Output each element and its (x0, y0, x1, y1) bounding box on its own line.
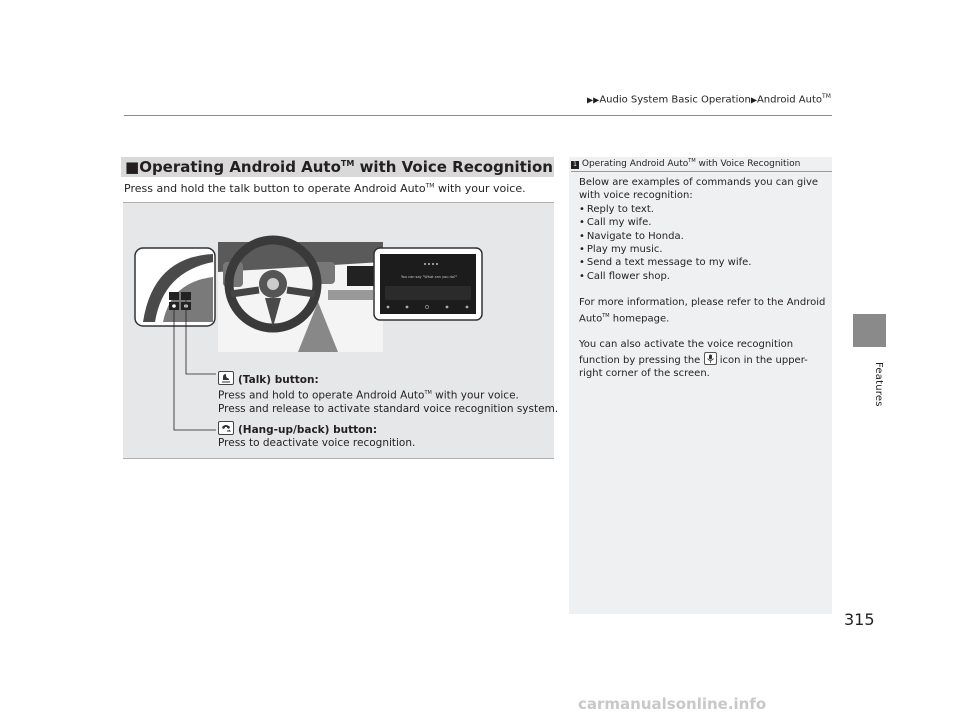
breadcrumb (587, 93, 831, 105)
chapter-tab-marker (853, 314, 886, 347)
more-info-text-end: homepage. (609, 312, 670, 324)
talk-desc-line2: Press and release to activate standard voice recognition system. (218, 402, 559, 415)
note-more-info (579, 296, 827, 325)
talk-button-icon (218, 371, 234, 385)
heading-marker: ■ (125, 158, 140, 176)
note-body (579, 176, 827, 381)
command-item: • Call flower shop. (579, 270, 827, 283)
also-text: You can also activate the voice recognition function by pressing the (579, 339, 794, 366)
breadcrumb-arrow: ▶ (750, 95, 757, 105)
intro-text: Press and hold the talk button to operate Android Auto (124, 182, 426, 195)
hangup-button-label: (Hang-up/back) button: (238, 424, 378, 436)
trademark: TM (822, 93, 831, 100)
watermark: carmanualsonline.info (578, 695, 767, 713)
trademark: TM (688, 158, 696, 164)
trademark: TM (602, 312, 610, 319)
breadcrumb-section: Audio System Basic Operation (599, 94, 751, 106)
command-item: • Send a text message to my wife. (579, 256, 827, 269)
header-rule (124, 115, 832, 116)
heading-text: Operating Android Auto (139, 158, 341, 176)
command-item: • Reply to text. (579, 203, 827, 216)
microphone-icon (704, 352, 717, 365)
screen-prompt: You can say "What can you do?" (401, 275, 458, 279)
note-title-text-end: with Voice Recognition (695, 159, 801, 169)
page-number: 315 (844, 610, 875, 629)
note-intro: Below are examples of commands you can give with voice recognition: (579, 177, 819, 202)
trademark: TM (340, 159, 355, 168)
heading-text-end: with Voice Recognition (354, 158, 553, 176)
talk-desc-line1: Press and hold to operate Android Auto (218, 389, 425, 402)
note-also (579, 338, 827, 380)
hangup-leader-line (174, 310, 216, 430)
note-ref-icon: 1 (571, 161, 579, 169)
note-title-text: Operating Android Auto (581, 159, 689, 169)
breadcrumb-arrow: ▶▶ (587, 95, 600, 105)
command-item: • Play my music. (579, 243, 827, 256)
talk-desc-line1-end: with your voice. (431, 389, 519, 402)
also-text-end: icon in the upper-right corner of the screen. (579, 354, 808, 380)
intro-text-end: with your voice. (434, 182, 526, 195)
chapter-tab-label: Features (873, 362, 884, 407)
talk-button-callout (218, 371, 558, 416)
hangup-button-callout (218, 421, 415, 450)
note-title-rule (571, 171, 832, 172)
breadcrumb-topic: Android Auto (756, 94, 823, 106)
command-item: • Call my wife. (579, 216, 827, 229)
hangup-desc-line1: Press to deactivate voice recognition. (218, 437, 416, 449)
talk-button-label: (Talk) button: (238, 374, 319, 386)
trademark: TM (424, 390, 432, 396)
hangup-button-icon (218, 421, 234, 435)
intro-paragraph (124, 182, 526, 195)
note-title (571, 158, 800, 169)
section-heading (125, 158, 553, 176)
more-info-text: For more information, please refer to the Android Auto (579, 297, 826, 324)
steering-wheel-illustration (123, 202, 554, 457)
trademark: TM (425, 182, 435, 190)
android-auto-screen (380, 254, 476, 314)
command-item: • Navigate to Honda. (579, 230, 827, 243)
